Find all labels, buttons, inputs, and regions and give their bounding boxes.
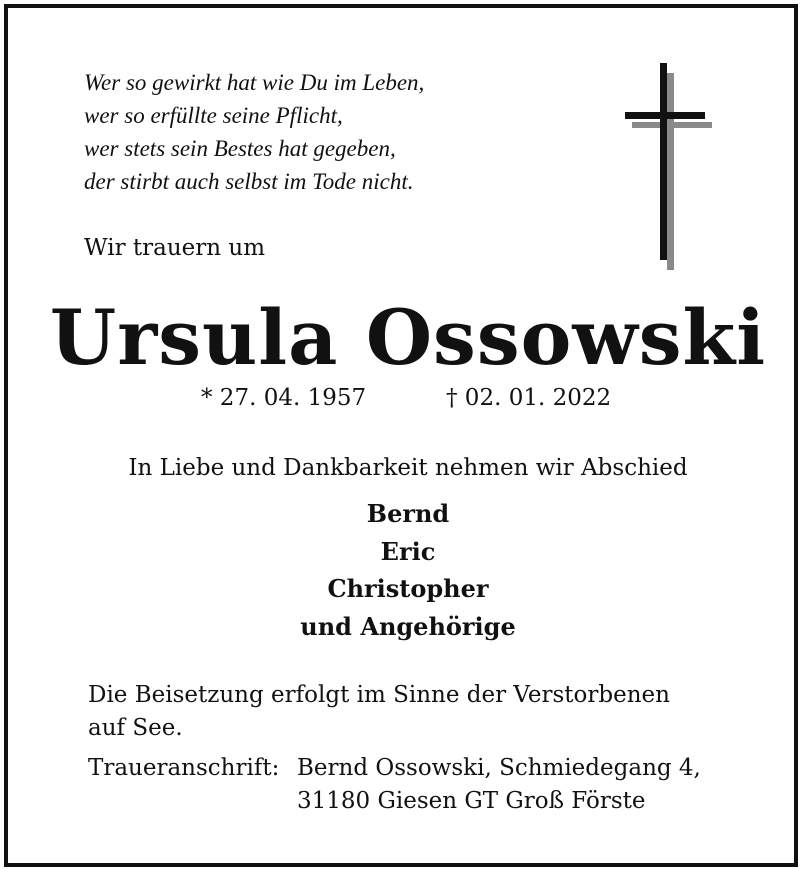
family-member: Bernd	[366, 499, 450, 528]
address-line: 31180 Giesen GT Groß Förste	[297, 788, 646, 814]
poem-line: der stirbt auch selbst im Tode nicht.	[84, 169, 414, 194]
memorial-poem	[84, 66, 424, 198]
mourning-address	[297, 752, 701, 818]
farewell-text: In Liebe und Dankbarkeit nehmen wir Abschied	[128, 455, 688, 481]
cross-horizontal	[625, 112, 705, 119]
family-member: und Angehörige	[300, 611, 516, 641]
death-date: † 02. 01. 2022	[446, 385, 612, 411]
family-member: Christopher	[327, 574, 489, 603]
poem-line: wer so erfüllte seine Pflicht,	[84, 103, 343, 128]
burial-line: auf See.	[88, 715, 183, 741]
burial-line: Die Beisetzung erfolgt im Sinne der Verstorbenen	[88, 682, 670, 708]
obituary-frame	[4, 4, 798, 867]
cross-vertical	[660, 63, 667, 260]
deceased-name: Ursula Ossowski	[49, 293, 767, 382]
family-member: Eric	[380, 536, 436, 566]
burial-notice	[88, 679, 670, 745]
family-list	[8, 495, 800, 645]
cross-shadow-horizontal	[632, 122, 712, 128]
cross-icon	[622, 58, 722, 278]
cross-shadow-vertical	[667, 73, 674, 270]
address-label: Traueranschrift:	[88, 755, 280, 781]
poem-line: Wer so gewirkt hat wie Du im Leben,	[84, 70, 425, 95]
address-line: Bernd Ossowski, Schmiedegang 4,	[297, 755, 701, 781]
mourning-intro: Wir trauern um	[84, 235, 266, 261]
poem-line: wer stets sein Bestes hat gegeben,	[84, 136, 396, 161]
birth-date: * 27. 04. 1957	[201, 385, 367, 411]
